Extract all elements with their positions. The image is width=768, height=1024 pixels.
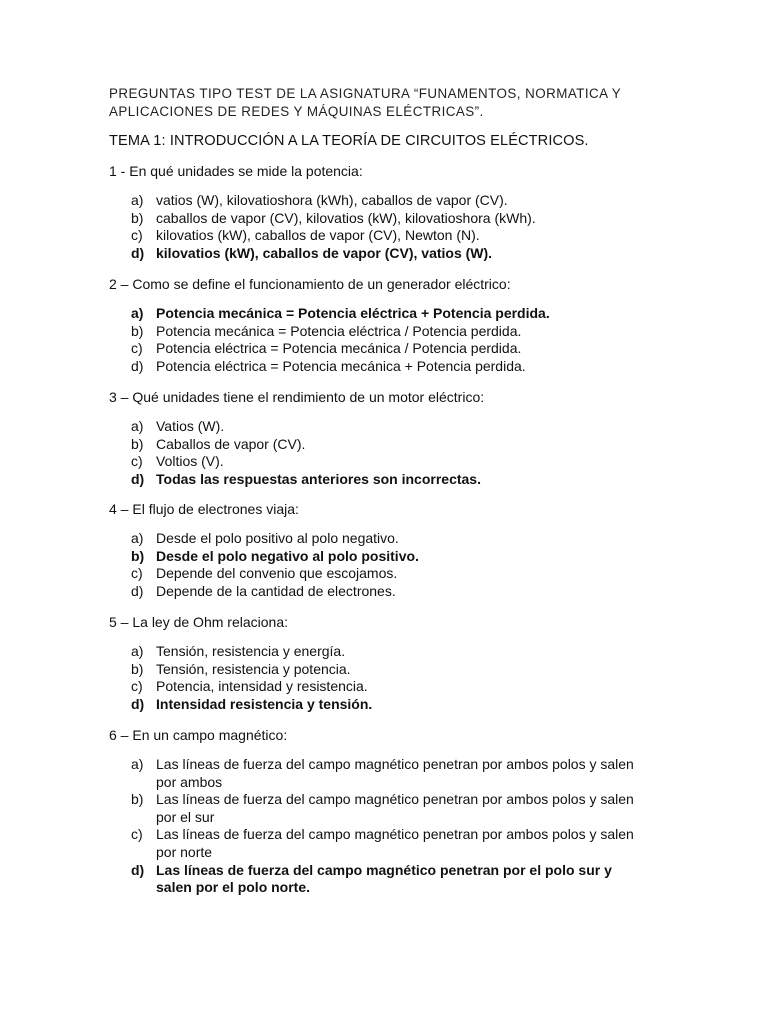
option-c [109,826,649,861]
option-letter: c) [131,826,143,843]
option-text: Potencia mecánica = Potencia eléctrica / Potencia perdida. [156,322,522,339]
option-d [109,583,649,601]
option-text: Potencia mecánica = Potencia eléctrica + Potencia perdida. [156,305,550,321]
option-text: Todas las respuestas anteriores son incorrectas. [156,470,481,487]
option-letter: c) [131,453,143,470]
question-text: 3 – Qué unidades tiene el rendimiento de un motor eléctrico: [109,389,485,405]
option-text: Las líneas de fuerza del campo magnético penetran por el polo sur y salen por el polo norte. [156,861,612,896]
option-a [109,756,649,791]
option-a [109,643,649,661]
option-text: Desde el polo negativo al polo positivo. [156,547,419,564]
option-b [109,661,649,679]
option-letter: d) [131,470,145,487]
option-list [109,643,649,713]
question-2 [109,275,709,374]
question-5 [109,613,709,712]
option-text: Depende de la cantidad de electrones. [156,582,396,599]
option-text: Las líneas de fuerza del campo magnético penetran por ambos polos y salen por el sur [156,791,634,825]
question-text: 5 – La ley de Ohm relaciona: [109,614,288,630]
option-letter: b) [131,435,144,452]
option-a [109,530,649,548]
option-letter: a) [131,305,144,321]
option-list [109,192,649,262]
option-list [109,418,649,488]
option-text: Caballos de vapor (CV). [156,435,306,452]
option-letter: b) [131,791,144,808]
question-text: 2 – Como se define el funcionamiento de un generador eléctrico: [109,276,511,292]
question-text: 1 - En qué unidades se mide la potencia: [109,163,363,179]
heading-line-1: PREGUNTAS TIPO TEST DE LA ASIGNATURA “FUNAMENTOS, NORMATICA Y [109,86,622,101]
option-list [109,305,649,375]
option-text: Depende del convenio que escojamos. [156,565,398,582]
option-letter: b) [131,547,145,564]
option-a-correct [109,305,649,323]
question-3 [109,388,709,487]
option-letter: a) [131,643,144,659]
option-c [109,565,649,583]
option-text: Intensidad resistencia y tensión. [156,695,373,712]
option-text: kilovatios (kW), caballos de vapor (CV), vatios (W). [156,244,493,261]
option-letter: a) [131,756,144,772]
option-c [109,453,649,471]
option-c [109,678,649,696]
option-a [109,418,649,436]
option-text: Potencia eléctrica = Potencia mecánica / Potencia perdida. [156,340,522,357]
option-b [109,436,649,454]
question-6 [109,726,709,896]
option-list [109,530,649,600]
option-text: Potencia eléctrica = Potencia mecánica + Potencia perdida. [156,357,526,374]
document-heading [109,85,669,120]
option-letter: d) [131,357,144,374]
option-text: Potencia, intensidad y resistencia. [156,678,368,695]
option-letter: a) [131,418,144,434]
option-letter: a) [131,530,144,546]
option-b-correct [109,548,649,566]
option-letter: c) [131,565,143,582]
topic-title: TEMA 1: INTRODUCCIÓN A LA TEORÍA DE CIRCUITOS ELÉCTRICOS. [109,133,589,149]
option-b [109,791,649,826]
option-d [109,358,649,376]
option-a [109,192,649,210]
option-text: Tensión, resistencia y energía. [156,643,346,659]
option-letter: d) [131,582,144,599]
option-letter: b) [131,660,144,677]
option-letter: d) [131,244,145,261]
option-letter: b) [131,322,144,339]
option-list [109,756,649,897]
question-4 [109,500,709,599]
option-d-correct [109,696,649,714]
option-letter: c) [131,340,143,357]
option-text: kilovatios (kW), caballos de vapor (CV), Newton (N). [156,227,480,244]
option-text: caballos de vapor (CV), kilovatios (kW), kilovatioshora (kWh). [156,209,536,226]
option-text: Las líneas de fuerza del campo magnético penetran por ambos polos y salen por ambos [156,756,634,790]
option-b [109,210,649,228]
option-letter: b) [131,209,144,226]
option-text: Desde el polo positivo al polo negativo. [156,530,399,546]
option-c [109,227,649,245]
question-text: 6 – En un campo magnético: [109,727,288,743]
option-d-correct [109,245,649,263]
option-letter: d) [131,861,145,878]
heading-line-2: APLICACIONES DE REDES Y MÁQUINAS ELÉCTRICAS”. [109,103,484,119]
option-d-correct [109,471,649,489]
option-letter: c) [131,678,143,695]
option-letter: d) [131,695,145,712]
question-text: 4 – El flujo de electrones viaja: [109,501,299,517]
option-letter: a) [131,192,144,208]
option-letter: c) [131,227,143,244]
option-text: vatios (W), kilovatioshora (kWh), caballos de vapor (CV). [156,192,508,208]
option-d-correct [109,862,649,897]
option-text: Tensión, resistencia y potencia. [156,660,351,677]
question-1 [109,162,709,261]
option-text: Las líneas de fuerza del campo magnético penetran por ambos polos y salen por norte [156,826,634,860]
option-c [109,340,649,358]
option-text: Vatios (W). [156,418,225,434]
option-text: Voltios (V). [156,453,224,470]
option-b [109,323,649,341]
